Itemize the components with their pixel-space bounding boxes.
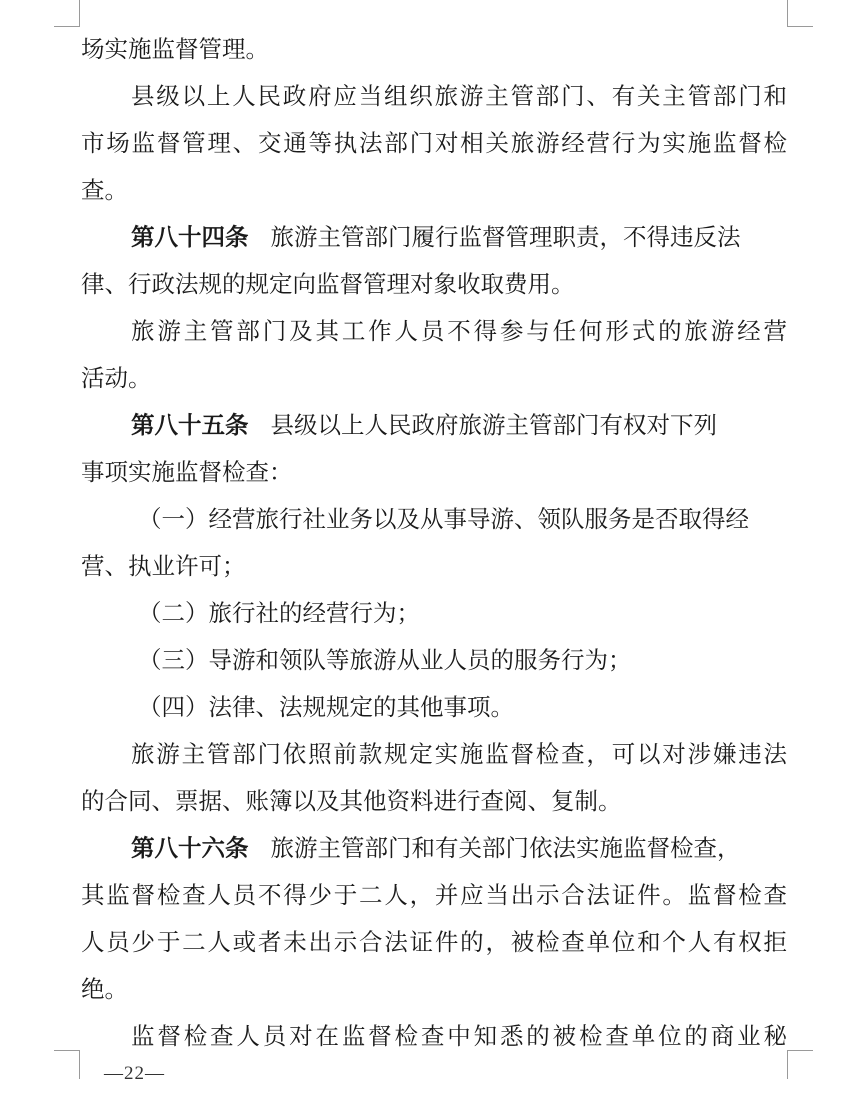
article-86-heading: 第八十六条 <box>131 834 249 862</box>
text-line: 场实施监督管理。 <box>81 35 269 63</box>
text-line: 活动。 <box>81 364 152 392</box>
text-line: 的合同、票据、账簿以及其他资料进行查阅、复制。 <box>81 787 622 815</box>
text-line: 查。 <box>81 176 128 204</box>
document-body <box>81 26 787 1060</box>
page-number: —22— <box>104 1063 165 1084</box>
text-line: 县级以上人民政府应当组织旅游主管部门、有关主管部门和 <box>131 82 787 110</box>
list-item-2: （二）旅行社的经营行为； <box>138 599 420 627</box>
article-84-heading: 第八十四条 <box>131 223 249 251</box>
text-line: 市场监督管理、交通等执法部门对相关旅游经营行为实施监督检 <box>81 129 787 157</box>
article-85-heading: 第八十五条 <box>131 411 249 439</box>
article-84-text: 旅游主管部门履行监督管理职责，不得违反法 <box>270 223 741 251</box>
text-line: 其监督检查人员不得少于二人，并应当出示合法证件。监督检查 <box>81 881 787 909</box>
list-item-3: （三）导游和领队等旅游从业人员的服务行为； <box>138 646 632 674</box>
list-item-1: （一）经营旅行社业务以及从事导游、领队服务是否取得经 <box>138 505 749 533</box>
article-85-text: 县级以上人民政府旅游主管部门有权对下列 <box>270 411 717 439</box>
text-line: 律、行政法规的规定向监督管理对象收取费用。 <box>81 270 575 298</box>
text-line: 人员少于二人或者未出示合法证件的，被检查单位和个人有权拒 <box>81 928 787 956</box>
text-line: 绝。 <box>81 975 128 1003</box>
article-86-line-1 <box>81 825 787 872</box>
text-line: 监督检查人员对在监督检查中知悉的被检查单位的商业秘 <box>131 1022 787 1050</box>
article-84-line-1 <box>81 214 787 261</box>
article-85-line-1 <box>81 402 787 449</box>
text-line: 事项实施监督检查： <box>81 458 293 486</box>
list-item-4: （四）法律、法规规定的其他事项。 <box>138 693 514 721</box>
crop-mark-top-left <box>54 0 80 27</box>
article-86-text: 旅游主管部门和有关部门依法实施监督检查， <box>270 834 741 862</box>
crop-mark-bottom-left <box>54 1050 80 1079</box>
text-line: 旅游主管部门及其工作人员不得参与任何形式的旅游经营 <box>131 317 787 345</box>
text-line: 旅游主管部门依照前款规定实施监督检查，可以对涉嫌违法 <box>131 740 787 768</box>
crop-mark-bottom-right <box>787 1050 813 1079</box>
crop-mark-top-right <box>787 0 813 27</box>
text-line: 营、执业许可； <box>81 552 246 580</box>
